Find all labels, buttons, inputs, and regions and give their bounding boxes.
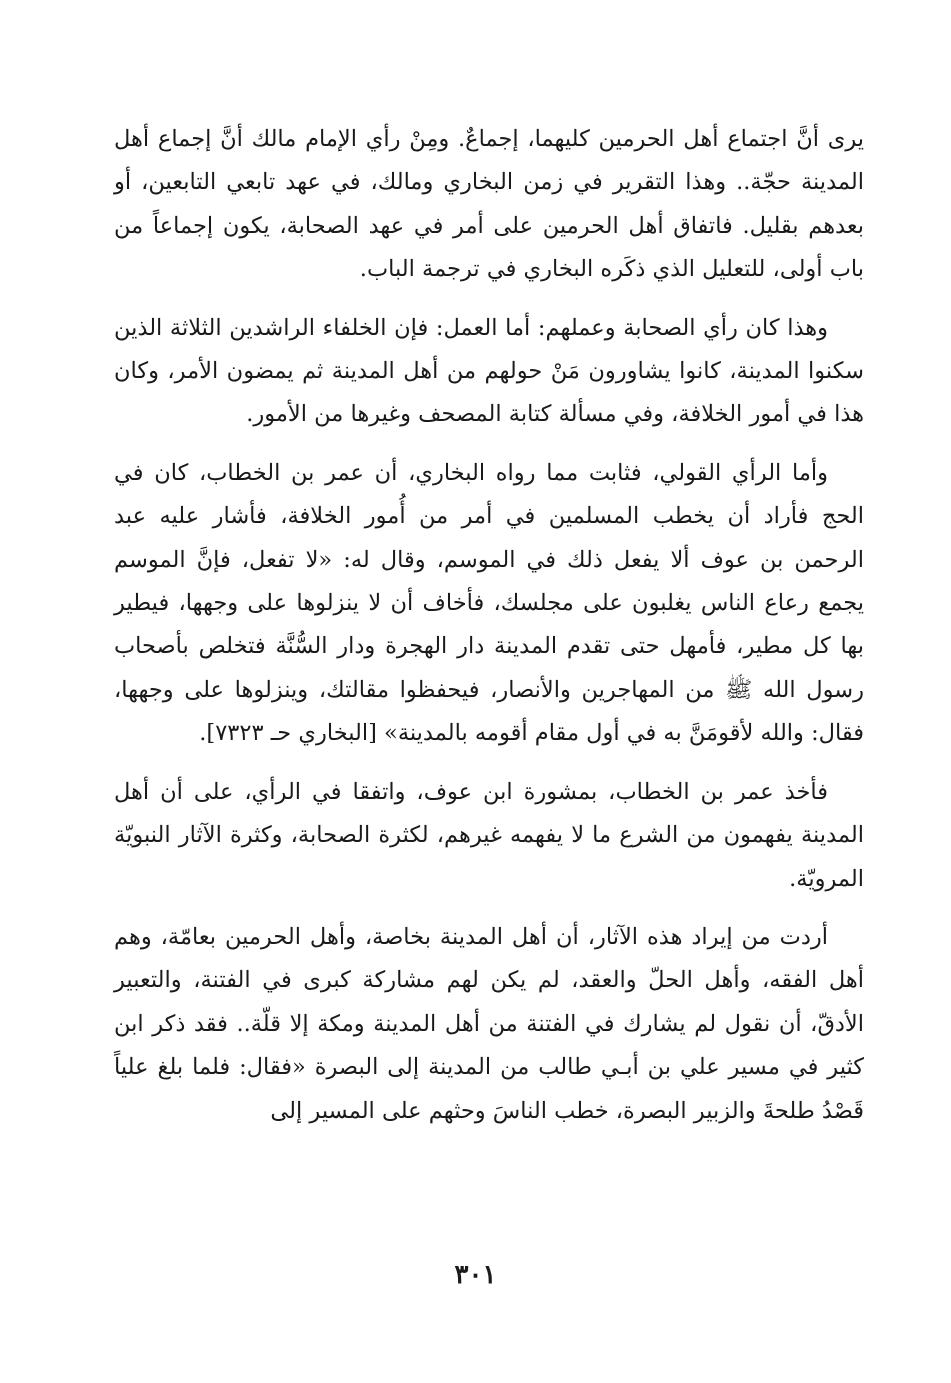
page-number: ٣٠١ bbox=[454, 1260, 497, 1290]
body-text bbox=[114, 118, 864, 1133]
paragraph-3: وأما الرأي القولي، فثابت مما رواه البخاري، أن عمر بن الخطاب، كان في الحج فأراد أن يخطب المسلمين في أمر من أُمور الخلافة، فأشار عليه عبد الرحمن بن عوف ألا يفعل ذلك في الموسم، وقال له: «لا تفعل، فإنَّ الموسم يجمع رعاع الناس يغلبون على مجلسك، فأخاف أن لا ينزلوها على وجهها، فيطير بها كل مطير، فأمهل حتى تقدم المدينة دار الهجرة ودار السُّنَّة فتخلص بأصحاب رسول الله ﷺ من المهاجرين والأنصار، فيحفظوا مقالتك، وينزلوها على وجهها، فقال: والله لأقومَنَّ به في أول مقام أقومه بالمدينة» [البخاري حـ ٧٣٢٣]. bbox=[114, 459, 864, 747]
paragraph-2: وهذا كان رأي الصحابة وعملهم: أما العمل: فإن الخلفاء الراشدين الثلاثة الذين سكنوا المدينة، كانوا يشاورون مَنْ حولهم من أهل المدينة ثم يمضون الأمر، وكان هذا في أمور الخلافة، وفي مسألة كتابة المصحف وغيرها من الأمور. bbox=[114, 314, 864, 428]
paragraph-5: أردت من إيراد هذه الآثار، أن أهل المدينة بخاصة، وأهل الحرمين بعامّة، وهم أهل الفقه، وأهل الحلّ والعقد، لم يكن لهم مشاركة كبرى في الفتنة، والتعبير الأدقّ، أن نقول لم يشارك في الفتنة من أهل المدينة ومكة إلا قلّة.. فقد ذكر ابن كثير في مسير علي بن أبـي طالب من المدينة إلى البصرة «فقال: فلما بلغ علياً قَصْدُ طلحةَ والزبير البصرة، خطب الناسَ وحثهم على المسير إلى bbox=[114, 923, 864, 1124]
paragraph-1: يرى أنَّ اجتماع أهل الحرمين كليهما، إجماعٌ. ومِنْ رأي الإمام مالك أنَّ إجماع أهل المدينة حجّة.. وهذا التقرير في زمن البخاري ومالك، في عهد تابعي التابعين، أو بعدهم بقليل. فاتفاق أهل الحرمين على أمر في عهد الصحابة، يكون إجماعاً من باب أولى، للتعليل الذي ذكَره البخاري في ترجمة الباب. bbox=[114, 126, 864, 283]
paragraph-4: فأخذ عمر بن الخطاب، بمشورة ابن عوف، واتفقا في الرأي، على أن أهل المدينة يفهمون من الشرع ما لا يفهمه غيرهم، لكثرة الصحابة، وكثرة الآثار النبويّة المرويّة. bbox=[114, 778, 864, 892]
